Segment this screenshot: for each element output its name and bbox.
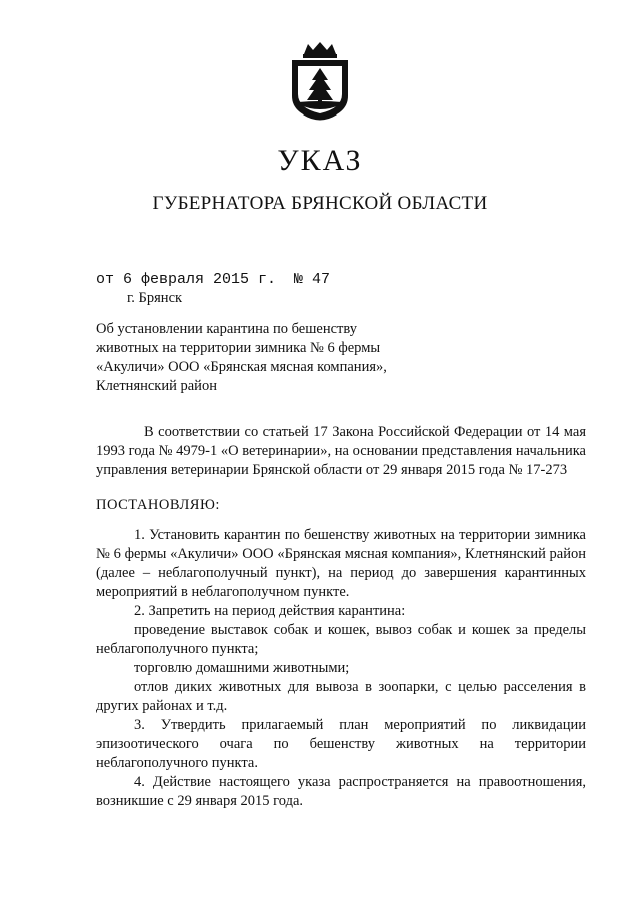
decree-item-2b: торговлю домашними животными; [134, 660, 350, 676]
decree-city: г. Брянск [127, 290, 183, 306]
decree-resolve-word: ПОСТАНОВЛЯЮ: [96, 497, 220, 513]
document-title: УКАЗ [277, 144, 363, 177]
document-subtitle: ГУБЕРНАТОРА БРЯНСКОЙ ОБЛАСТИ [152, 193, 488, 214]
decree-preamble: В соответствии со статьей 17 Закона Российской Федерации от 14 мая 1993 года № 4979-1 «О ветеринарии», на основании представления начальника управления ветеринарии Брянской области от 29 января 2015 года № 17-273 [96, 424, 586, 478]
decree-item-2a: проведение выставок собак и кошек, вывоз собак и кошек за пределы неблагополучного пункта; [96, 622, 586, 657]
decree-item-4: 4. Действие настоящего указа распространяется на правоотношения, возникшие с 29 января 2015 года. [96, 774, 586, 809]
decree-date [96, 270, 276, 288]
decree-item-2: 2. Запретить на период действия карантина: [134, 603, 406, 619]
decree-number [294, 270, 330, 288]
bryansk-coat-of-arms-icon [282, 40, 358, 122]
decree-date-text: от 6 февраля 2015 г. [96, 271, 277, 288]
decree-number-text: № 47 [294, 271, 331, 288]
decree-body [96, 526, 586, 811]
decree-item-1: 1. Установить карантин по бешенству животных на территории зимника № 6 фермы «Акуличи» ООО «Брянская мясная компания», Клетнянский район (далее – неблагополучный пункт), на период до завершения карантинных мероприятий в неблагополучном пункте. [96, 527, 586, 600]
decree-item-2c: отлов диких животных для вывоза в зоопарки, с целью расселения в других районах и т.д. [96, 679, 586, 714]
decree-item-3: 3. Утвердить прилагаемый план мероприятий по ликвидации эпизоотического очага по бешенству животных на территории неблагополучного пункта. [96, 717, 586, 771]
decree-subject: Об установлении карантина по бешенству животных на территории зимника № 6 фермы «Акуличи» ООО «Брянская мясная компания», Клетнянский район [96, 321, 387, 394]
